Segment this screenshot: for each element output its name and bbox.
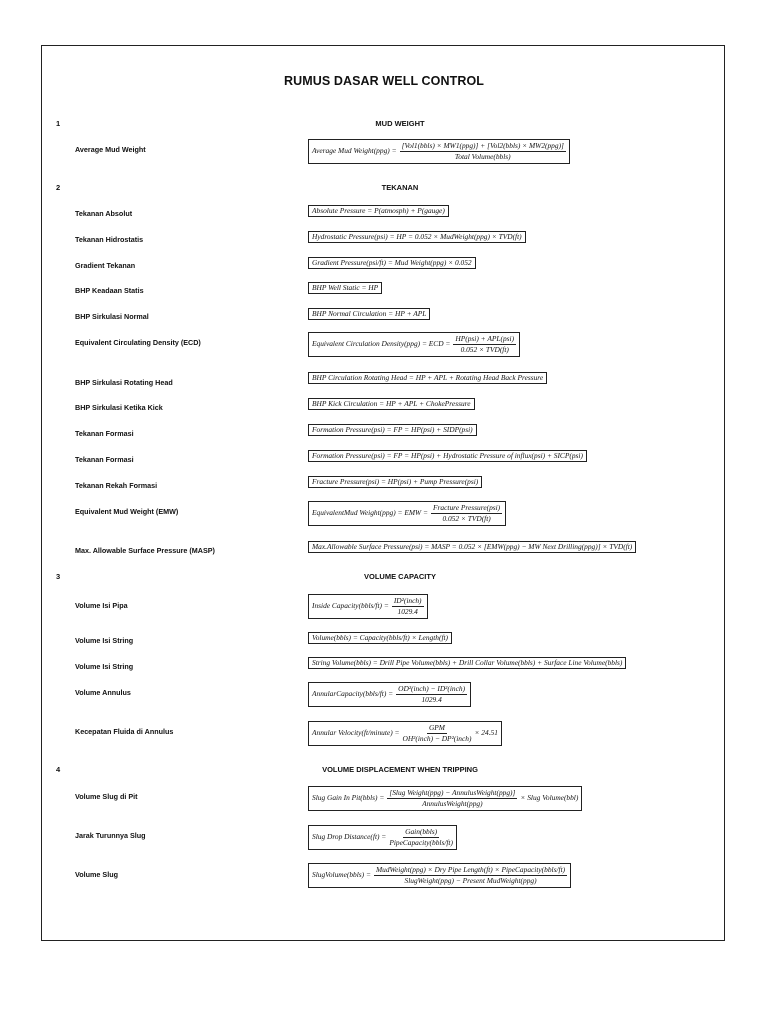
formula-box bbox=[308, 332, 520, 357]
formula-lhs: AnnularCapacity(bbls/ft) = bbox=[312, 689, 394, 699]
formula-label: BHP Sirkulasi Normal bbox=[75, 312, 149, 321]
formula-label: BHP Sirkulasi Rotating Head bbox=[75, 378, 173, 387]
formula-label: Gradient Tekanan bbox=[75, 261, 136, 270]
formula-fraction bbox=[387, 789, 517, 808]
formula-label: Equivalent Circulating Density (ECD) bbox=[75, 338, 201, 347]
section-number: 2 bbox=[56, 183, 61, 192]
formula-fraction bbox=[403, 724, 472, 743]
formula-numerator: HP(psi) + APL(psi) bbox=[455, 334, 515, 343]
formula-numerator: GPM bbox=[428, 723, 445, 732]
formula-box: Hydrostatic Pressure(psi) = HP = 0.052 × MudWeight(ppg) × TVD(ft) bbox=[308, 231, 526, 243]
formula-box bbox=[308, 682, 471, 707]
formula-fraction bbox=[431, 504, 502, 523]
formula-box: BHP Normal Circulation = HP + APL bbox=[308, 308, 430, 320]
section-number: 4 bbox=[56, 765, 61, 774]
formula-label: Tekanan Hidrostatis bbox=[75, 235, 144, 244]
formula-denominator: OH²(inch) − DP²(inch) bbox=[402, 733, 472, 743]
document-title: RUMUS DASAR WELL CONTROL bbox=[283, 74, 485, 88]
formula-tail: × Slug Volume(bbl) bbox=[520, 793, 579, 803]
formula-box bbox=[308, 786, 582, 811]
formula-denominator: AnnulusWeight(ppg) bbox=[422, 798, 483, 808]
formula-denominator: SlugWeight(ppg) − Present MudWeight(ppg) bbox=[404, 875, 537, 885]
formula-numerator: Fracture Pressure(psi) bbox=[433, 503, 501, 512]
formula-lhs: Annular Velocity(ft/minute) = bbox=[312, 728, 400, 738]
formula-numerator: Gain(bbls) bbox=[405, 827, 438, 836]
formula-lhs: SlugVolume(bbls) = bbox=[312, 870, 371, 880]
formula-box bbox=[308, 863, 571, 888]
formula-lhs: Average Mud Weight(ppg) = bbox=[312, 146, 397, 156]
formula-label: Volume Slug bbox=[75, 870, 118, 879]
formula-label: Kecepatan Fluida di Annulus bbox=[75, 727, 174, 736]
formula-box bbox=[308, 825, 457, 850]
formula-box bbox=[308, 139, 570, 164]
formula-label: Tekanan Formasi bbox=[75, 455, 134, 464]
section-number: 1 bbox=[56, 119, 61, 128]
formula-fraction bbox=[374, 866, 567, 885]
formula-denominator: Total Volume(bbls) bbox=[454, 151, 511, 161]
section-title: VOLUME CAPACITY bbox=[364, 572, 436, 581]
formula-label: Tekanan Formasi bbox=[75, 429, 134, 438]
formula-box: Formation Pressure(psi) = FP = HP(psi) + SIDP(psi) bbox=[308, 424, 477, 436]
formula-fraction bbox=[389, 828, 453, 847]
formula-lhs: Equivalent Circulation Density(ppg) = ECD = bbox=[312, 339, 451, 349]
formula-label: Volume Isi String bbox=[75, 662, 134, 671]
formula-box bbox=[308, 594, 428, 619]
formula-label: Tekanan Rekah Formasi bbox=[75, 481, 158, 490]
formula-label: Average Mud Weight bbox=[75, 145, 146, 154]
formula-lhs: Slug Drop Distance(ft) = bbox=[312, 832, 387, 842]
formula-tail: × 24.51 bbox=[474, 728, 498, 738]
section-title: TEKANAN bbox=[381, 183, 419, 192]
formula-numerator: OD²(inch) − ID²(inch) bbox=[398, 684, 466, 693]
formula-label: Jarak Turunnya Slug bbox=[75, 831, 146, 840]
formula-box: BHP Kick Circulation = HP + APL + ChokePressure bbox=[308, 398, 475, 410]
formula-label: Tekanan Absolut bbox=[75, 209, 133, 218]
formula-lhs: EquivalentMud Weight(ppg) = EMW = bbox=[312, 508, 429, 518]
formula-box: Gradient Pressure(psi/ft) = Mud Weight(ppg) × 0.052 bbox=[308, 257, 476, 269]
formula-numerator: MudWeight(ppg) × Dry Pipe Length(ft) × PipeCapacity(bbls/ft) bbox=[375, 865, 566, 874]
formula-box: Max.Allowable Surface Pressure(psi) = MASP = 0.052 × [EMW(ppg) − MW Next Drilling(ppg)] × TVD(ft) bbox=[308, 541, 636, 553]
formula-label: Volume Isi String bbox=[75, 636, 134, 645]
section-number: 3 bbox=[56, 572, 61, 581]
formula-denominator: PipeCapacity(bbls/ft) bbox=[389, 837, 453, 847]
formula-label: Equivalent Mud Weight (EMW) bbox=[75, 507, 179, 516]
formula-fraction bbox=[453, 335, 516, 354]
formula-box: Formation Pressure(psi) = FP = HP(psi) + Hydrostatic Pressure of influx(psi) + SICP(psi) bbox=[308, 450, 587, 462]
formula-fraction bbox=[392, 597, 424, 616]
formula-box: String Volume(bbls) = Drill Pipe Volume(bbls) + Drill Collar Volume(bbls) + Surface Line Volume(bbls) bbox=[308, 657, 626, 669]
formula-denominator: 0.052 × TVD(ft) bbox=[460, 344, 509, 354]
formula-box: BHP Circulation Rotating Head = HP + APL + Rotating Head Back Pressure bbox=[308, 372, 547, 384]
formula-box bbox=[308, 721, 502, 746]
formula-fraction bbox=[400, 142, 566, 161]
formula-numerator: [Vol1(bbls) × MW1(ppg)] + [Vol2(bbls) × MW2(ppg)] bbox=[401, 141, 564, 150]
formula-numerator: [Slug Weight(ppg) − AnnulusWeight(ppg)] bbox=[389, 788, 516, 797]
formula-box: Volume(bbls) = Capacity(bbls/ft) × Length(ft) bbox=[308, 632, 452, 644]
section-title: VOLUME DISPLACEMENT WHEN TRIPPING bbox=[322, 765, 478, 774]
formula-numerator: ID²(inch) bbox=[393, 596, 422, 605]
formula-label: BHP Keadaan Statis bbox=[75, 286, 144, 295]
formula-denominator: 0.052 × TVD(ft) bbox=[442, 513, 491, 523]
formula-box bbox=[308, 501, 506, 526]
formula-denominator: 1029.4 bbox=[421, 694, 442, 704]
formula-box: Absolute Pressure = P(atmosph) + P(gauge) bbox=[308, 205, 449, 217]
formula-box: BHP Well Static = HP bbox=[308, 282, 382, 294]
formula-box: Fracture Pressure(psi) = HP(psi) + Pump Pressure(psi) bbox=[308, 476, 482, 488]
formula-lhs: Slug Gain In Pit(bbls) = bbox=[312, 793, 385, 803]
formula-label: Volume Isi Pipa bbox=[75, 601, 128, 610]
formula-label: Max. Allowable Surface Pressure (MASP) bbox=[75, 546, 215, 555]
formula-denominator: 1029.4 bbox=[397, 606, 418, 616]
section-title: MUD WEIGHT bbox=[375, 119, 425, 128]
formula-label: Volume Annulus bbox=[75, 688, 131, 697]
formula-label: BHP Sirkulasi Ketika Kick bbox=[75, 403, 163, 412]
formula-lhs: Inside Capacity(bbls/ft) = bbox=[312, 601, 389, 611]
formula-fraction bbox=[396, 685, 467, 704]
formula-label: Volume Slug di Pit bbox=[75, 792, 138, 801]
